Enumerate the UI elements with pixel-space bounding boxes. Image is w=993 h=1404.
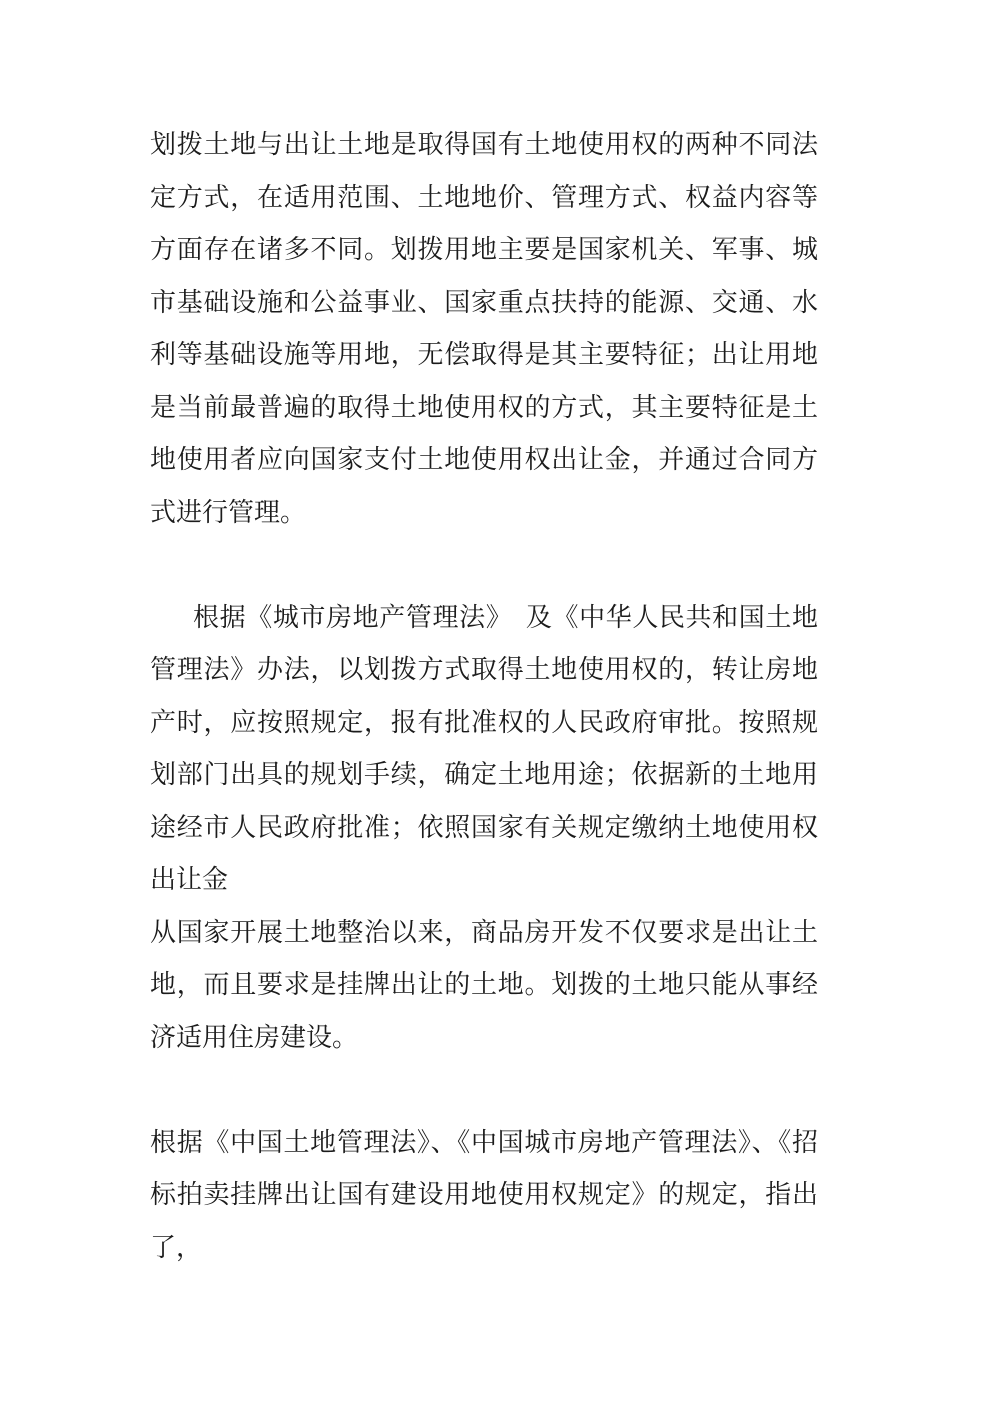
text-line: 划部门出具的规划手续，确定土地用途；依据新的土地用: [150, 760, 818, 789]
text-line: 方面存在诸多不同。划拨用地主要是国家机关、军事、城: [150, 235, 818, 264]
paragraph-1: [150, 119, 818, 539]
paragraph-2: [150, 592, 818, 907]
text-line: 利等基础设施等用地，无偿取得是其主要特征；出让用地: [150, 340, 818, 369]
text-line: 标拍卖挂牌出让国有建设用地使用权规定》的规定，指出: [150, 1180, 818, 1209]
text-line: 济适用住房建设。: [150, 1022, 359, 1052]
document-text-block: [150, 119, 818, 1274]
text-line: 根据《中国土地管理法》、《中国城市房地产管理法》、《招: [150, 1127, 818, 1157]
text-line: 划拨土地与出让土地是取得国有土地使用权的两种不同法: [150, 130, 818, 159]
text-line: 根据《城市房地产管理法》 及《中华人民共和国土地: [193, 602, 818, 632]
text-line: 管理法》办法，以划拨方式取得土地使用权的，转让房地: [150, 655, 818, 684]
paragraph-3: [150, 907, 818, 1065]
text-line: 从国家开展土地整治以来，商品房开发不仅要求是出让土: [150, 917, 818, 947]
text-line: 地，而且要求是挂牌出让的土地。划拨的土地只能从事经: [150, 970, 818, 999]
text-line: 了，: [150, 1232, 203, 1262]
paragraph-4: [150, 1117, 818, 1275]
text-line: 出让金: [150, 865, 229, 894]
text-line: 地使用者应向国家支付土地使用权出让金，并通过合同方: [150, 445, 818, 474]
text-line: 途经市人民政府批准；依照国家有关规定缴纳土地使用权: [150, 812, 818, 842]
text-line: 式进行管理。: [150, 497, 307, 527]
text-line: 产时，应按照规定，报有批准权的人民政府审批。按照规: [150, 707, 818, 737]
text-line: 是当前最普遍的取得土地使用权的方式，其主要特征是土: [150, 392, 818, 422]
text-line: 市基础设施和公益事业、国家重点扶持的能源、交通、水: [150, 287, 818, 317]
text-line: 定方式，在适用范围、土地地价、管理方式、权益内容等: [150, 182, 818, 212]
